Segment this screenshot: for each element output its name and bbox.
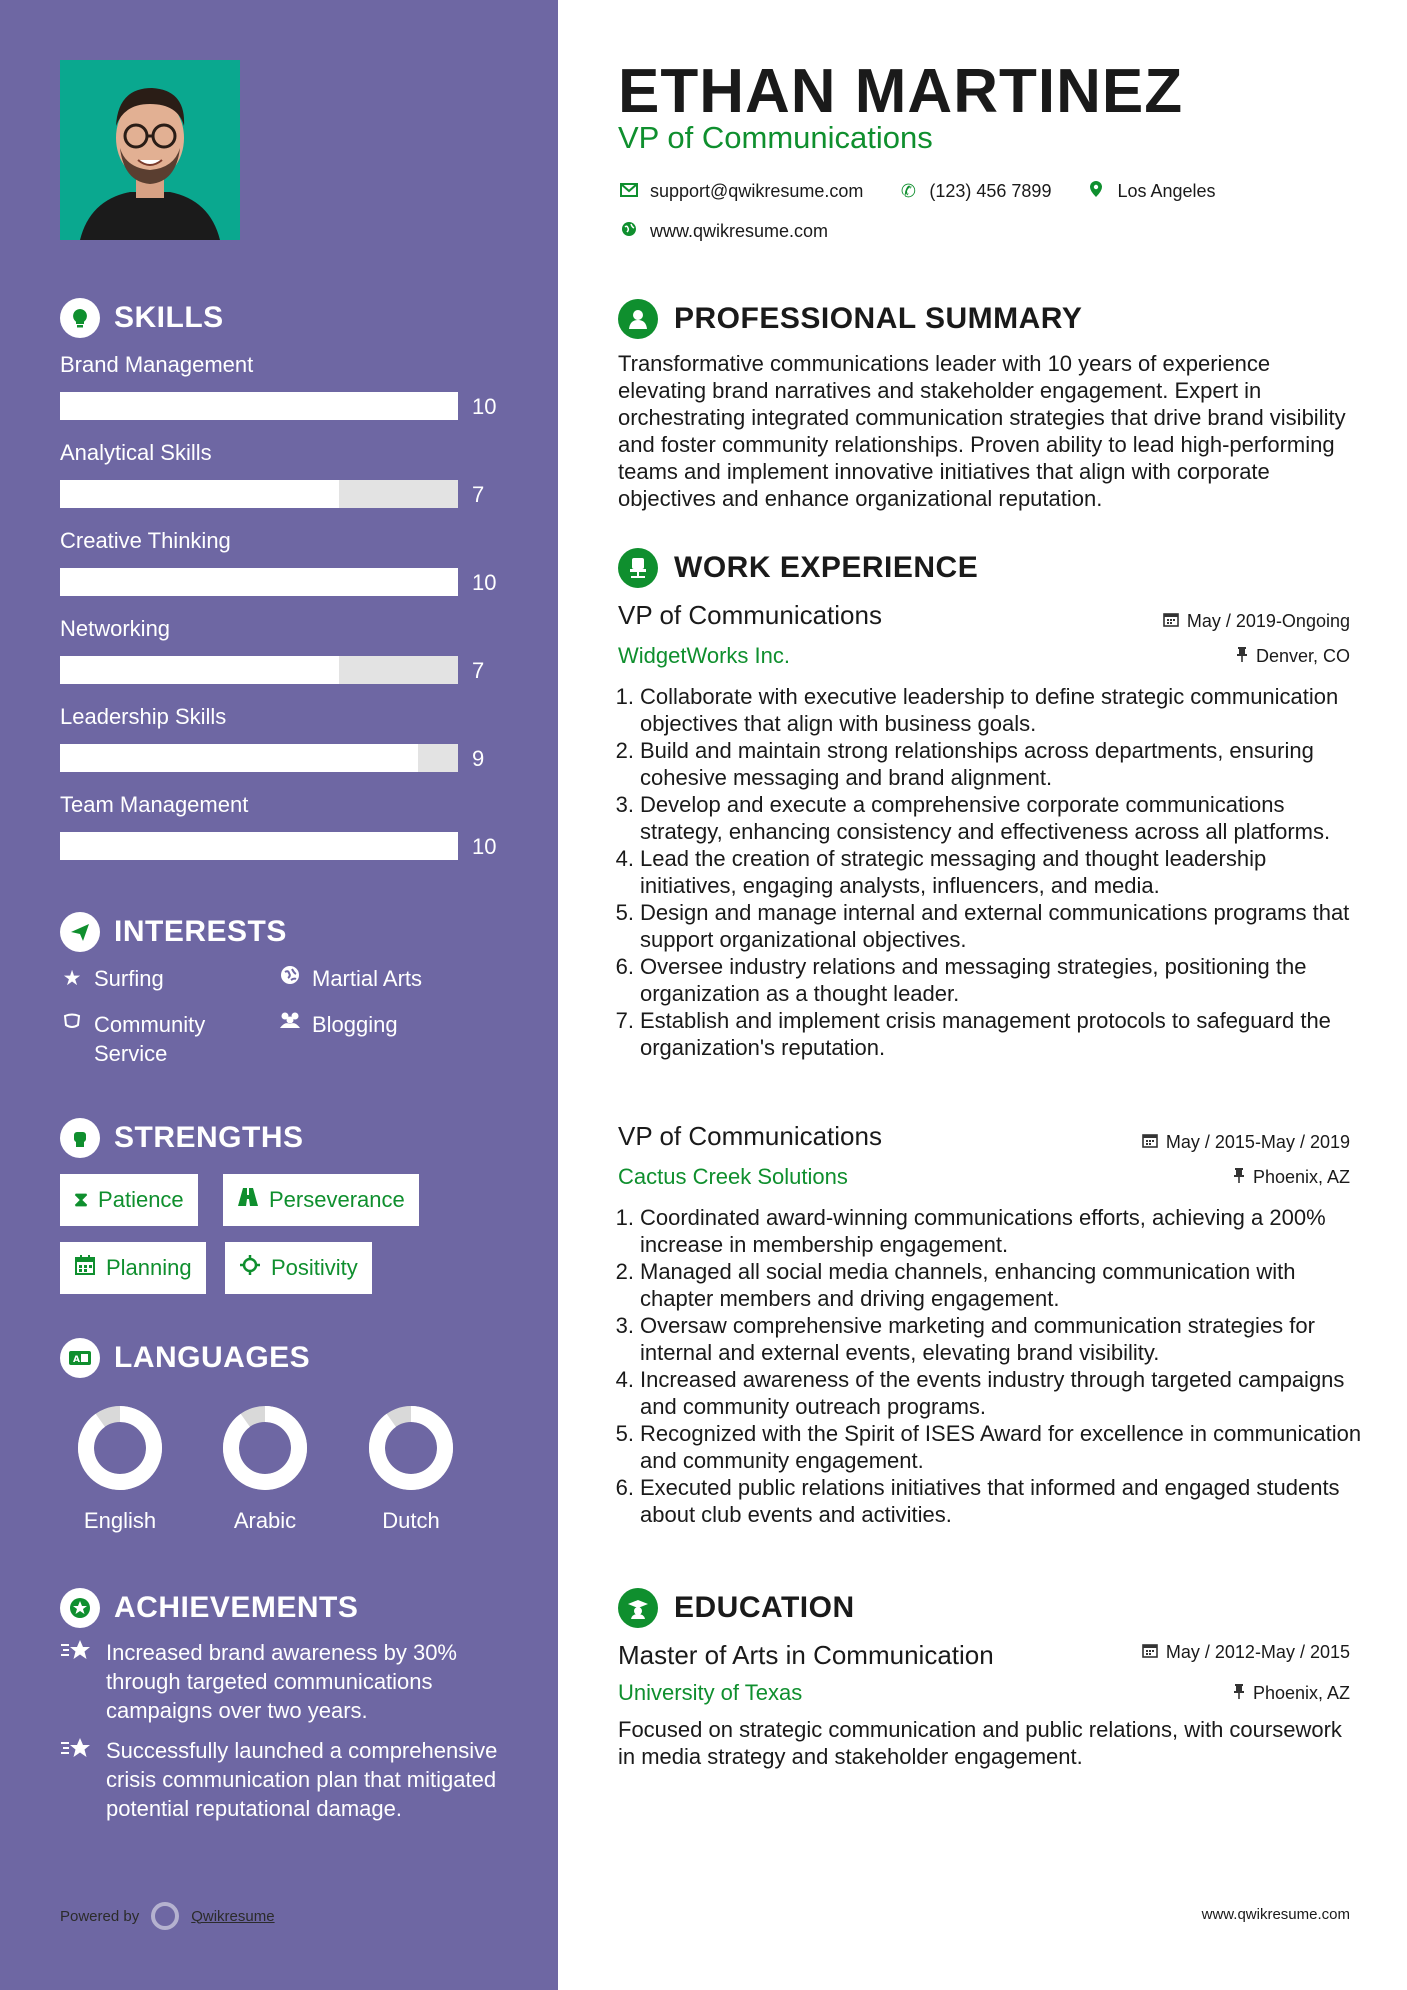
user-icon	[618, 299, 658, 339]
language-donut	[65, 1402, 175, 1494]
duty-number: 2.	[615, 738, 634, 763]
skill-fill	[60, 832, 458, 860]
candidate-name: ETHAN MARTINEZ	[618, 57, 1184, 126]
duty-text: Increased awareness of the events industry through targeted campaigns and community outreach programs.	[640, 1367, 1345, 1419]
duty-number: 6.	[615, 1475, 634, 1500]
translate-icon	[60, 1338, 100, 1378]
main-content	[558, 0, 1407, 1990]
svg-text:A: A	[73, 1355, 81, 1365]
language-name: Arabic	[233, 1508, 297, 1533]
skill-bar	[60, 744, 500, 774]
star-badge-icon	[60, 1588, 100, 1628]
footer-website[interactable]: www.qwikresume.com	[1201, 1906, 1350, 1923]
road-icon	[237, 1187, 259, 1213]
achievement-item	[60, 1736, 500, 1823]
interest-item	[278, 964, 422, 994]
duty-text: Lead the creation of strategic messaging and thought leadership initiatives, engaging analysts, influencers, and media.	[640, 846, 1267, 898]
job-location-text: Phoenix, AZ	[1252, 1167, 1350, 1187]
skill-bar	[60, 568, 500, 598]
profile-photo	[60, 60, 240, 240]
skill-item	[60, 528, 500, 598]
duty-number: 1.	[615, 684, 634, 709]
achievement-text: Successfully launched a comprehensive crisis communication plan that mitigated potential reputational damage.	[106, 1738, 498, 1821]
skill-name: Leadership Skills	[60, 704, 227, 729]
skill-level: 7	[472, 482, 485, 507]
language-item	[210, 1402, 320, 1534]
language-item	[65, 1402, 175, 1534]
skill-item	[60, 616, 500, 686]
strength-label: Positivity	[271, 1255, 358, 1280]
duty-text: Recognized with the Spirit of ISES Award for excellence in communication and community engagement.	[640, 1421, 1362, 1473]
map-pin-icon	[1085, 180, 1107, 203]
website-link[interactable]: www.qwikresume.com	[650, 221, 829, 241]
skill-level: 10	[472, 394, 497, 419]
heart-outline-icon	[60, 1010, 84, 1068]
sun-icon	[239, 1254, 261, 1282]
skill-name: Brand Management	[60, 352, 254, 377]
duty-number: 5.	[615, 1421, 634, 1446]
avatar	[60, 60, 240, 240]
phone-icon: ✆	[900, 181, 916, 201]
donut-fill	[377, 1414, 445, 1482]
duty-text: Executed public relations initiatives that informed and engaged students about club events and activities.	[640, 1475, 1340, 1527]
skill-fill	[60, 656, 339, 684]
interest-label: Community Service	[94, 1012, 206, 1066]
languages-heading	[60, 1338, 310, 1378]
skill-fill	[60, 744, 418, 772]
education-degree: Master of Arts in Communication	[618, 1640, 994, 1670]
education-heading	[618, 1588, 855, 1628]
duty-number: 7.	[615, 1008, 634, 1033]
contact-row	[618, 180, 1216, 203]
education-title: EDUCATION	[674, 1591, 855, 1624]
duty-item	[608, 1007, 1368, 1061]
skill-fill	[60, 568, 458, 596]
duty-item	[608, 953, 1368, 1007]
job-date	[1142, 1132, 1350, 1153]
powered-by-label: Powered by	[60, 1907, 140, 1925]
skill-item	[60, 704, 500, 774]
duty-number: 6.	[615, 954, 634, 979]
summary-heading	[618, 299, 1082, 339]
skill-name: Creative Thinking	[60, 528, 231, 553]
duty-text: Oversaw comprehensive marketing and communication strategies for internal and external events, elevating brand visibility.	[640, 1313, 1315, 1365]
job-company: Cactus Creek Solutions	[618, 1164, 848, 1189]
language-donut	[210, 1402, 320, 1494]
job-date-text: May / 2015-May / 2019	[1165, 1132, 1350, 1152]
job-duties-list	[608, 1204, 1368, 1528]
education-location-text: Phoenix, AZ	[1252, 1683, 1350, 1703]
duty-text: Coordinated award-winning communications efforts, achieving a 200% increase in membership engagement.	[640, 1205, 1326, 1257]
powered-by	[60, 1902, 275, 1930]
interest-label: Blogging	[312, 1012, 398, 1037]
language-item	[356, 1402, 466, 1534]
duty-text: Establish and implement crisis management protocols to safeguard the organization's reputation.	[640, 1008, 1331, 1060]
sidebar	[0, 0, 558, 1990]
pushpin-icon	[1233, 1167, 1245, 1188]
duty-item	[608, 791, 1368, 845]
donut-fill	[231, 1414, 299, 1482]
fist-icon	[60, 1118, 100, 1158]
duty-item	[608, 1366, 1368, 1420]
job-company: WidgetWorks Inc.	[618, 643, 790, 668]
graduate-icon	[618, 1588, 658, 1628]
duty-number: 4.	[615, 1367, 634, 1392]
pushpin-icon	[1233, 1683, 1245, 1704]
duty-text: Managed all social media channels, enhancing communication with chapter members and driving engagement.	[640, 1259, 1296, 1311]
education-school: University of Texas	[618, 1680, 803, 1705]
shooting-star-icon	[60, 1736, 94, 1823]
duty-text: Develop and execute a comprehensive corporate communications strategy, enhancing consistency and effectiveness across all platforms.	[640, 792, 1331, 844]
skill-fill	[60, 392, 458, 420]
skill-name: Networking	[60, 616, 171, 641]
skill-level: 9	[472, 746, 485, 771]
skill-fill	[60, 480, 339, 508]
skill-item	[60, 440, 500, 510]
interest-label: Surfing	[94, 966, 164, 991]
donut-fill	[86, 1414, 154, 1482]
strengths-heading	[60, 1118, 304, 1158]
interests-heading	[60, 912, 287, 952]
skills-heading	[60, 298, 224, 338]
calendar-icon	[1142, 1642, 1158, 1663]
strength-label: Planning	[106, 1255, 192, 1280]
skill-bar	[60, 392, 500, 422]
duty-item	[608, 845, 1368, 899]
envelope-icon	[618, 181, 640, 202]
interest-item	[60, 1010, 270, 1068]
skill-level: 10	[472, 570, 497, 595]
duty-number: 4.	[615, 846, 634, 871]
language-donut	[356, 1402, 466, 1494]
language-name: English	[83, 1508, 157, 1533]
skill-level: 10	[472, 834, 497, 859]
qwikresume-logo-icon	[151, 1902, 179, 1930]
job-date	[1163, 611, 1350, 632]
phone-text: (123) 456 7899	[929, 181, 1052, 201]
experience-title: WORK EXPERIENCE	[674, 551, 979, 584]
job-title: VP of Communications	[618, 600, 882, 630]
skill-bar	[60, 480, 500, 510]
hourglass-icon: ⧗	[74, 1188, 89, 1211]
users-icon	[278, 1010, 302, 1040]
calendar-icon	[1163, 611, 1179, 632]
email-text[interactable]: support@qwikresume.com	[650, 181, 864, 201]
skill-level: 7	[472, 658, 485, 683]
paper-plane-icon	[60, 912, 100, 952]
duty-text: Oversee industry relations and messaging strategies, positioning the organization as a thought leader.	[640, 954, 1307, 1006]
duty-number: 2.	[615, 1259, 634, 1284]
interests-title: INTERESTS	[114, 915, 287, 948]
skill-item	[60, 792, 500, 862]
skill-item	[60, 352, 500, 422]
skill-name: Team Management	[60, 792, 249, 817]
globe-icon	[618, 221, 640, 242]
achievement-text: Increased brand awareness by 30% through targeted communications campaigns over two years.	[106, 1640, 457, 1723]
experience-heading	[618, 548, 978, 588]
duty-item	[608, 1204, 1368, 1258]
qwikresume-link[interactable]: Qwikresume	[191, 1907, 275, 1925]
skill-bar	[60, 832, 500, 862]
interest-label: Martial Arts	[312, 966, 423, 991]
globe-icon	[278, 964, 302, 994]
job-date-text: May / 2019-Ongoing	[1186, 611, 1350, 631]
duty-text: Design and manage internal and external communications programs that support organizational objectives.	[640, 900, 1350, 952]
interest-item	[278, 1010, 398, 1040]
education-description: Focused on strategic communication and public relations, with coursework in media strategy and stakeholder engagement.	[618, 1717, 1342, 1769]
language-name: Dutch	[382, 1508, 440, 1533]
lightbulb-icon	[60, 298, 100, 338]
duty-item	[608, 737, 1368, 791]
skills-title: SKILLS	[114, 301, 224, 334]
skill-name: Analytical Skills	[60, 440, 212, 465]
summary-text: Transformative communications leader with 10 years of experience elevating brand narratives and stakeholder engagement. Expert in orchestrating integrated communication strategies that drive brand visibility and foster community relationships. Proven ability to lead high-performing teams and implement innovative initiatives that align with corporate objectives and enhance organizational reputation.	[618, 351, 1346, 511]
calendar-icon	[74, 1254, 96, 1282]
calendar-icon	[1142, 1132, 1158, 1153]
duty-text: Build and maintain strong relationships across departments, ensuring cohesive messaging and brand alignment.	[640, 738, 1314, 790]
candidate-role: VP of Communications	[618, 120, 933, 155]
strength-label: Perseverance	[269, 1187, 405, 1212]
interest-item	[60, 964, 164, 993]
star-icon: ★	[62, 967, 82, 990]
shooting-star-icon	[60, 1638, 94, 1725]
duty-number: 5.	[615, 900, 634, 925]
languages-title: LANGUAGES	[114, 1341, 311, 1374]
duty-number: 1.	[615, 1205, 634, 1230]
duty-item	[608, 683, 1368, 737]
location-text: Los Angeles	[1117, 181, 1216, 201]
strength-badge	[223, 1174, 419, 1226]
website-row	[618, 221, 828, 242]
strength-label: Patience	[98, 1187, 184, 1212]
duty-text: Collaborate with executive leadership to define strategic communication objectives that align with business goals.	[640, 684, 1339, 736]
pushpin-icon	[1236, 646, 1248, 667]
strength-badge	[60, 1174, 198, 1226]
duty-number: 3.	[615, 1313, 634, 1338]
achievement-item	[60, 1638, 500, 1725]
strengths-title: STRENGTHS	[114, 1121, 304, 1154]
duty-number: 3.	[615, 792, 634, 817]
strength-badge	[60, 1242, 206, 1294]
education-date-text: May / 2012-May / 2015	[1165, 1642, 1350, 1662]
duty-item	[608, 1258, 1368, 1312]
duty-item	[608, 1474, 1368, 1528]
job-title: VP of Communications	[618, 1121, 882, 1151]
strength-badge	[225, 1242, 372, 1294]
skill-bar	[60, 656, 500, 686]
achievements-title: ACHIEVEMENTS	[114, 1591, 359, 1624]
achievements-heading	[60, 1588, 358, 1628]
duty-item	[608, 1420, 1368, 1474]
summary-title: PROFESSIONAL SUMMARY	[674, 302, 1083, 335]
job-location-text: Denver, CO	[1255, 646, 1350, 666]
job-duties-list	[608, 683, 1368, 1061]
job-location	[1236, 646, 1350, 667]
duty-item	[608, 899, 1368, 953]
office-chair-icon	[618, 548, 658, 588]
education-date	[1142, 1642, 1350, 1663]
education-location	[1233, 1683, 1350, 1704]
duty-item	[608, 1312, 1368, 1366]
job-location	[1233, 1167, 1350, 1188]
